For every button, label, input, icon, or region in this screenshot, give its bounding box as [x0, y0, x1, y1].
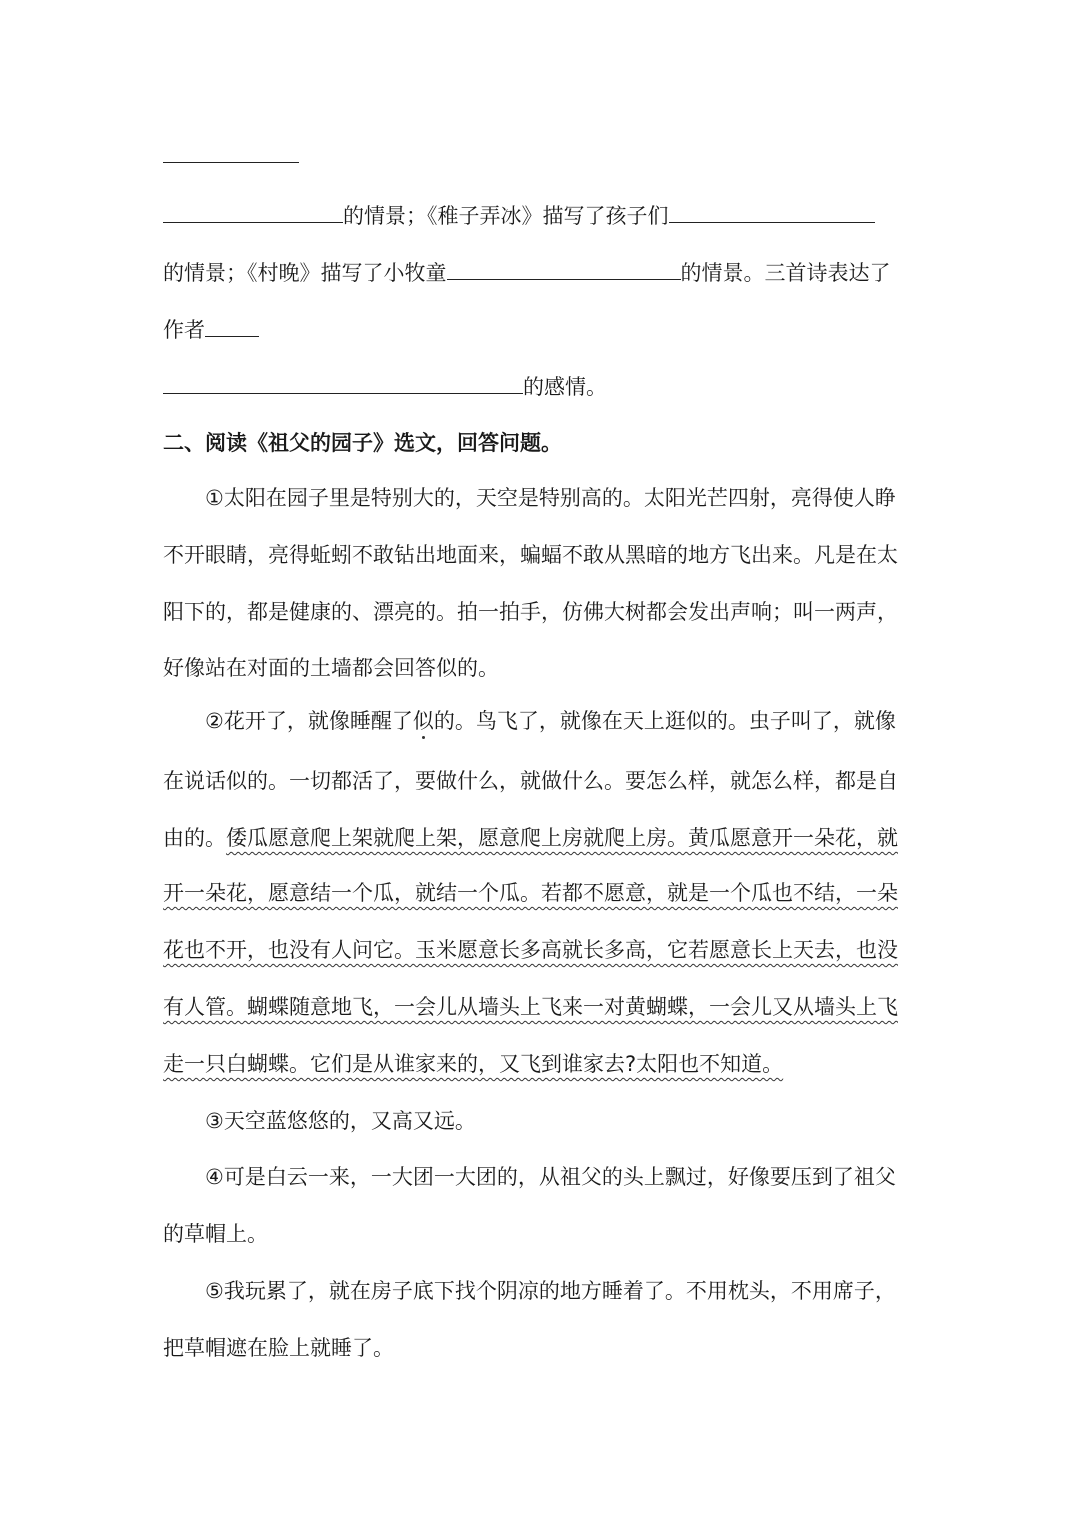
- paragraph-1-line: ①太阳在园子里是特别大的，天空是特别高的。太阳光芒四射，亮得使人睁: [205, 486, 896, 510]
- paragraph-4-line: 的草帽上。: [163, 1222, 268, 1246]
- paragraph-1-line: 好像站在对面的土墙都会回答似的。: [163, 656, 499, 680]
- section-heading: 二、阅读《祖父的园子》选文，回答问题。: [163, 431, 562, 455]
- wavy-underlined-line: 开一朵花，愿意结一个瓜，就结一个瓜。若都不愿意，就是一个瓜也不结，一朵: [163, 881, 898, 905]
- wavy-underlined-text: 倭瓜愿意爬上架就爬上架，愿意爬上房就爬上房。黄瓜愿意开一朵花，就: [226, 826, 898, 850]
- blank-line-2: [163, 200, 875, 231]
- text-segment: 的。鸟飞了，就像在天上逛似的。虫子叫了，就像: [433, 709, 896, 733]
- answer-blank[interactable]: [163, 371, 523, 394]
- paragraph-5-line: 把草帽遮在脸上就睡了。: [163, 1336, 394, 1360]
- blank-line-3: [163, 257, 891, 288]
- blank-line-4: [163, 314, 259, 345]
- prompt-text: 作者: [163, 318, 205, 342]
- paragraph-4-line: ④可是白云一来，一大团一大团的，从祖父的头上飘过，好像要压到了祖父: [205, 1165, 896, 1189]
- paragraph-3-line: ③天空蓝悠悠的，又高又远。: [205, 1109, 476, 1133]
- prompt-text: 的感情。: [523, 375, 607, 399]
- text-segment: 由的。: [163, 826, 226, 850]
- wavy-underlined-line: 有人管。蝴蝶随意地飞，一会儿从墙头上飞来一对黄蝴蝶，一会儿又从墙头上飞: [163, 995, 898, 1019]
- prompt-text: 的情景；《稚子弄冰》描写了孩子们: [343, 204, 669, 228]
- paragraph-5-line: ⑤我玩累了，就在房子底下找个阴凉的地方睡着了。不用枕头，不用席子，: [205, 1279, 896, 1303]
- prompt-text: 的情景。三首诗表达了: [680, 261, 891, 285]
- blank-line-5: [163, 371, 607, 402]
- prompt-text: 的情景；《村晚》描写了小牧童: [163, 261, 447, 285]
- blank-line-1: [163, 140, 299, 171]
- answer-blank[interactable]: [163, 140, 299, 163]
- text-segment: ②花开了，就像睡醒了: [205, 709, 413, 733]
- wavy-underlined-line: 花也不开，也没有人问它。玉米愿意长多高就长多高，它若愿意长上天去，也没: [163, 938, 898, 962]
- answer-blank[interactable]: [447, 257, 681, 280]
- paragraph-2-line: 在说话似的。一切都活了，要做什么，就做什么。要怎么样，就怎么样，都是自: [163, 769, 898, 793]
- paragraph-2-line: [163, 823, 898, 853]
- answer-blank[interactable]: [669, 200, 875, 223]
- answer-blank[interactable]: [163, 200, 343, 223]
- wavy-underlined-line: 走一只白蝴蝶。它们是从谁家来的，又飞到谁家去?太阳也不知道。: [163, 1052, 784, 1076]
- paragraph-1-line: 阳下的，都是健康的、漂亮的。拍一拍手，仿佛大树都会发出声响；叫一两声，: [163, 600, 898, 624]
- paragraph-1-line: 不开眼睛，亮得蚯蚓不敢钻出地面来，蝙蝠不敢从黑暗的地方飞出来。凡是在太: [163, 543, 898, 567]
- paragraph-2-line: [205, 706, 896, 736]
- answer-blank[interactable]: [205, 314, 259, 337]
- emphasis-dot-char: 似: [412, 709, 434, 733]
